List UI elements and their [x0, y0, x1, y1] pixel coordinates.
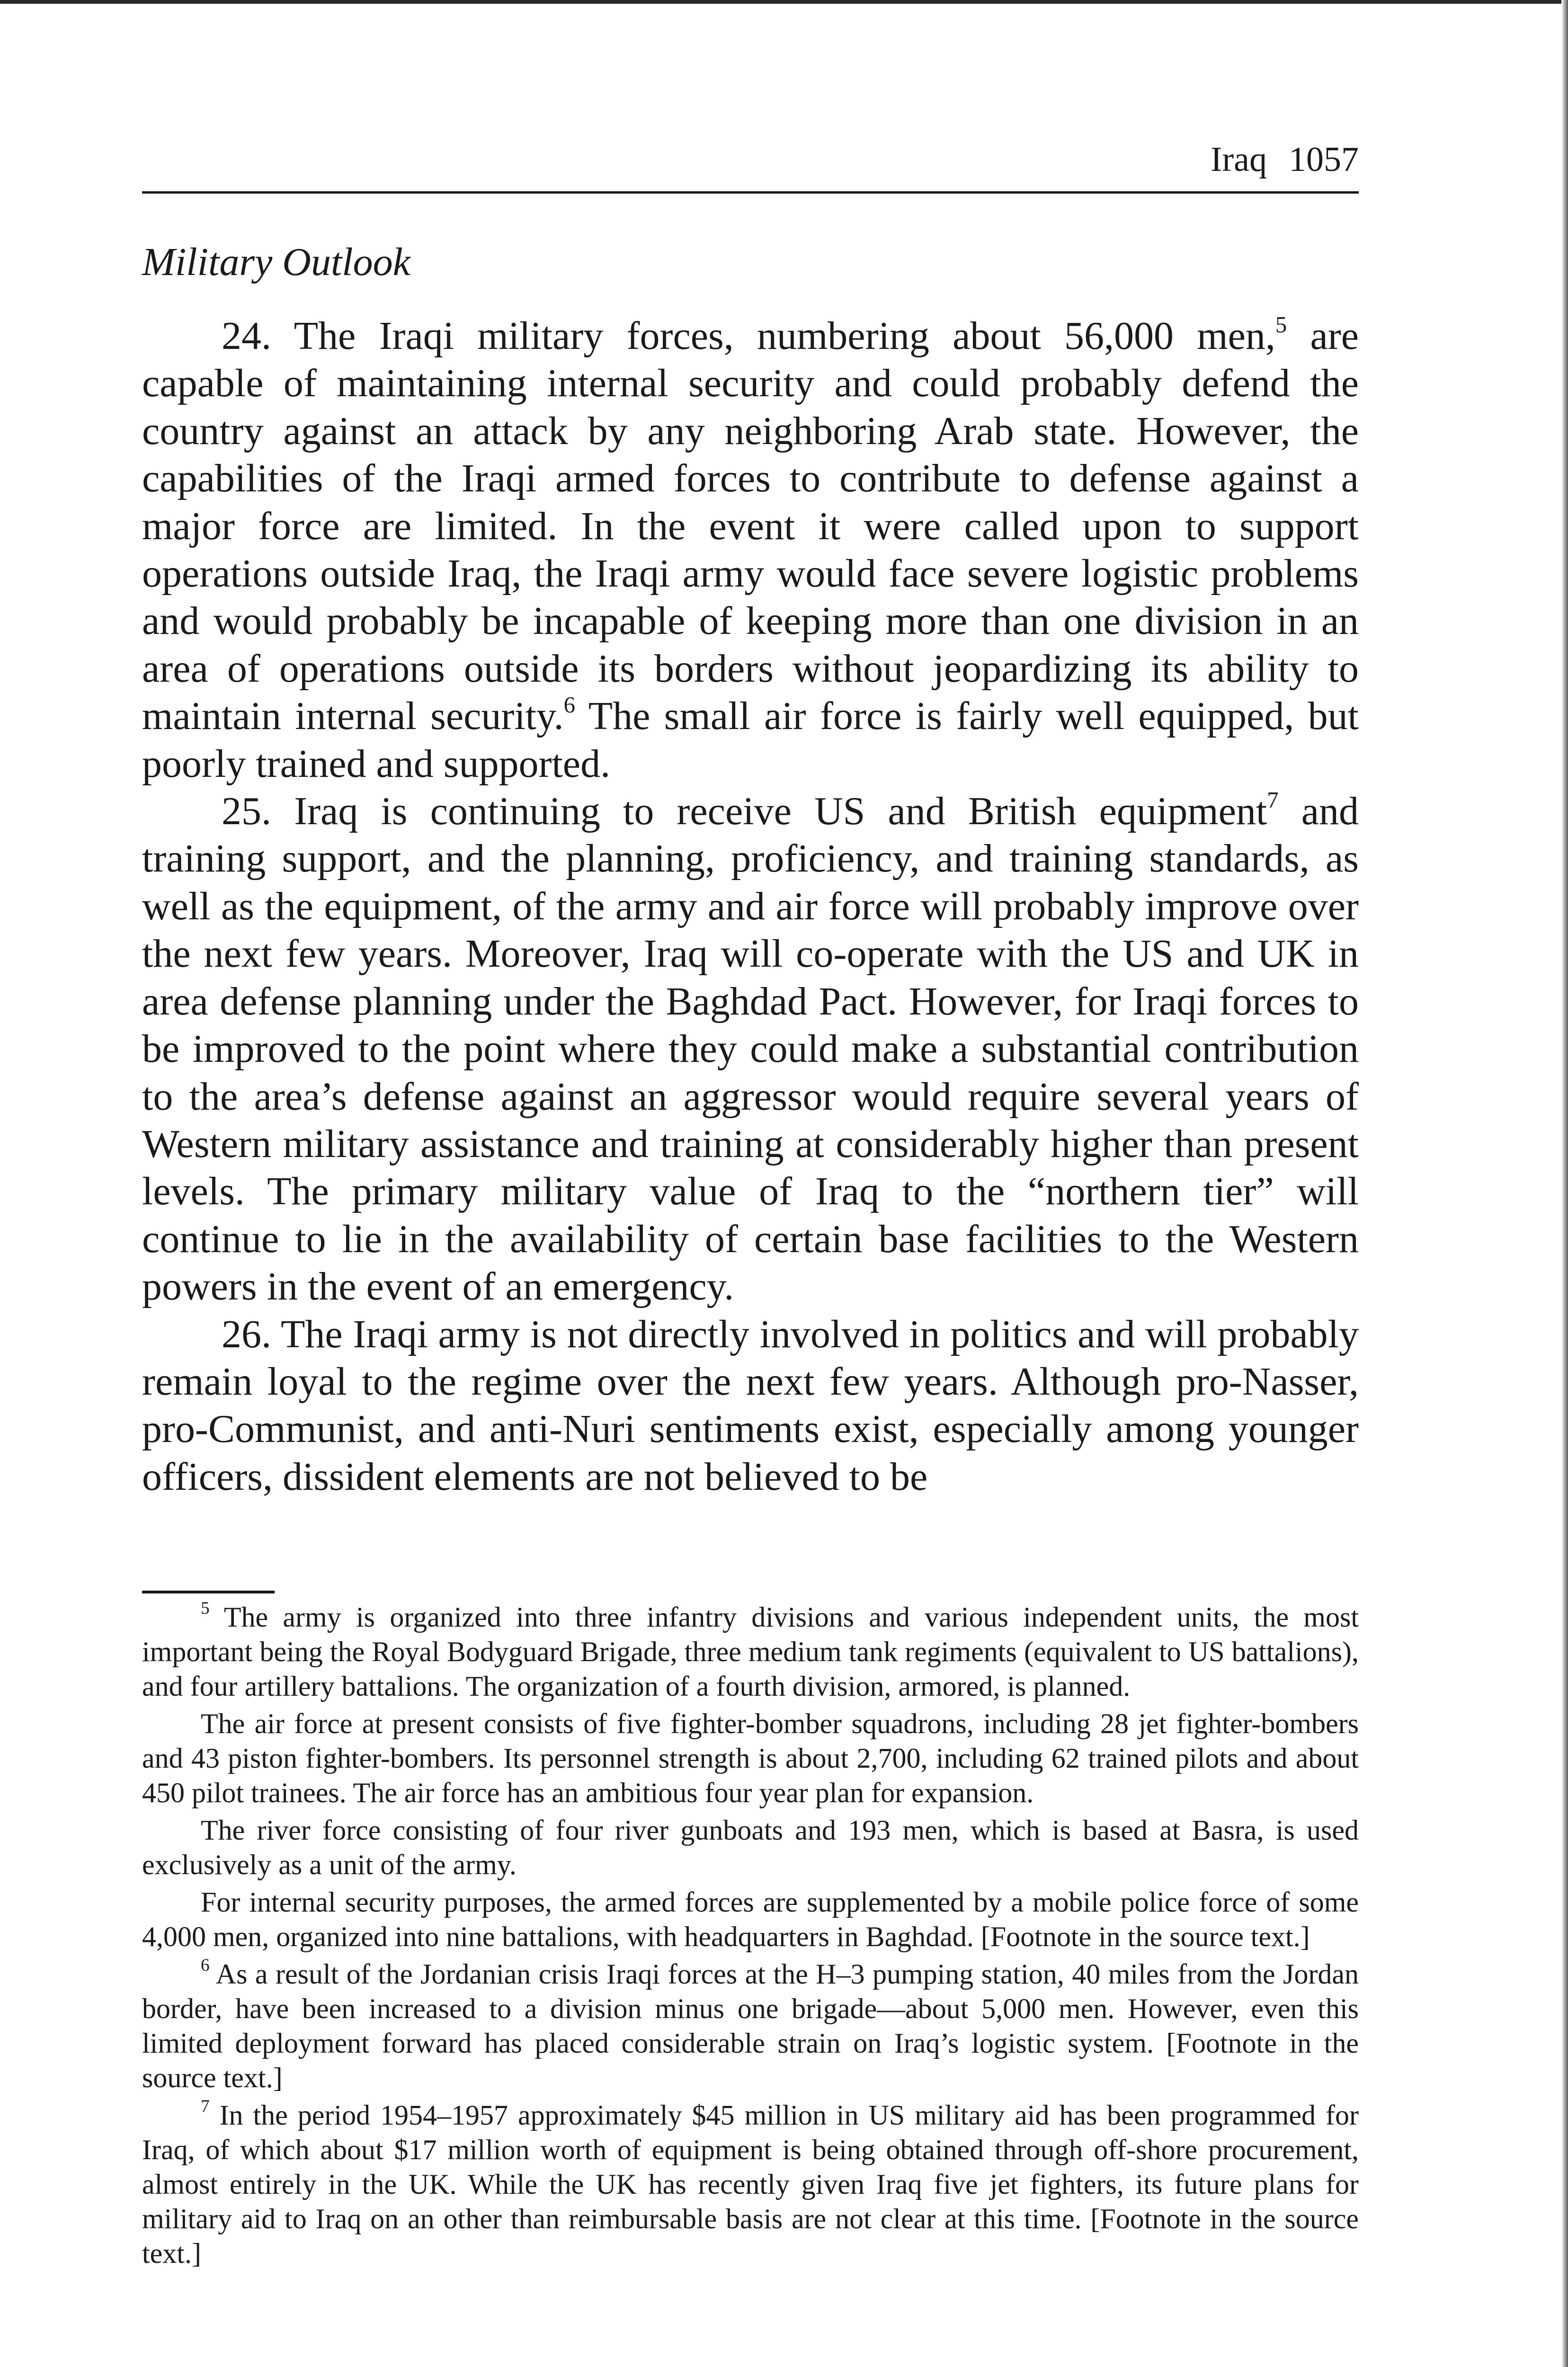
paragraph-number: 26.: [222, 1312, 271, 1356]
header-rule: [142, 191, 1359, 194]
section-title: Military Outlook: [142, 240, 410, 284]
footnote-ref-5[interactable]: 5: [1275, 311, 1287, 338]
page-number: 1057: [1289, 140, 1359, 179]
paragraph-number: 25.: [222, 789, 271, 834]
paragraph-text: Iraq is continuing to receive US and British equipment: [294, 789, 1267, 834]
footnote-text: In the period 1954–1957 approximately $45 million in US military aid has been programmed for Iraq, of which about $17 million worth of equipment is being obtained through off-shore procurement, almost entirely in the UK. While the UK has recently given Iraq five jet fighters, its future plans for military aid to Iraq on an other than reimbursable basis are not clear at this time. [Footnote in the source text.]: [142, 2100, 1359, 2269]
footnote-text: The army is organized into three infantry divisions and various independent units, the most important being the Royal Bodyguard Brigade, three medium tank regiments (equivalent to US battalions), and four artillery battalions. The organization of a fourth division, armored, is planned.: [142, 1602, 1359, 1702]
footnote-text: For internal security purposes, the armed forces are supplemented by a mobile police force of some 4,000 men, organized into nine battalions, with headquarters in Baghdad. [Footnote in the source text.]: [142, 1886, 1359, 1952]
paragraph-26: [142, 1311, 1359, 1501]
footnote-ref-6[interactable]: 6: [563, 692, 575, 718]
paragraph-number: 24.: [222, 314, 271, 358]
footnote-text: As a result of the Jordanian crisis Iraqi forces at the H–3 pumping station, 40 miles from the Jordan border, have been increased to a division minus one brigade—about 5,000 men. However, even this limited deployment forward has placed considerable strain on Iraq’s logistic system. [Footnote in the source text.]: [142, 1958, 1359, 2093]
scan-top-edge: [0, 0, 1568, 4]
scan-right-edge: [1561, 0, 1568, 2367]
paragraph-text: The small air force is fairly well equipped, but poorly trained and supported.: [142, 694, 1359, 786]
footnote-marker: 5: [201, 1599, 210, 1619]
footnote-5-air-force: [142, 1707, 1359, 1810]
body-text: [142, 312, 1359, 1501]
footnote-text: The air force at present consists of five fighter-bomber squadrons, including 28 jet fighter-bombers and 43 piston fighter-bombers. Its personnel strength is about 2,700, including 62 trained pilots and about 450 pilot trainees. The air force has an ambitious four year plan for expansion.: [142, 1708, 1359, 1808]
paragraph-text: are capable of maintaining internal security and could probably defend the country against an attack by any neighboring Arab state. However, the capabilities of the Iraqi armed forces to contribute to defense against a major force are limited. In the event it were called upon to support operations outside Iraq, the Iraqi army would face severe logistic problems and would probably be incapable of keeping more than one division in an area of operations outside its borders without jeopardizing its ability to maintain internal security.: [142, 314, 1359, 739]
footnote-5-river-force: [142, 1813, 1359, 1882]
footnote-5: [142, 1600, 1359, 1704]
paragraph-25: [142, 788, 1359, 1310]
footnote-marker: 6: [201, 1956, 210, 1975]
footnotes: [142, 1600, 1359, 2274]
running-title: Iraq: [1210, 140, 1267, 179]
footnote-ref-7[interactable]: 7: [1267, 787, 1279, 813]
paragraph-24: [142, 312, 1359, 788]
footnote-marker: 7: [201, 2097, 210, 2117]
footnote-text: The river force consisting of four river gunboats and 193 men, which is based at Basra, is used exclusively as a unit of the army.: [142, 1815, 1359, 1880]
footnote-6: [142, 1957, 1359, 2095]
footnote-7: [142, 2098, 1359, 2271]
paragraph-text: and training support, and the planning, proficiency, and training standards, as well as the equipment, of the army and air force will probably improve over the next few years. Moreover, Iraq will co-operate with the US and UK in area defense planning under the Baghdad Pact. However, for Iraqi forces to be improved to the point where they could make a substantial contribution to the area’s defense against an aggressor would require several years of Western military assistance and training at considerably higher than present levels. The primary military value of Iraq to the “northern tier” will continue to lie in the availability of certain base facilities to the Western powers in the event of an emergency.: [142, 789, 1359, 1309]
running-head: [142, 142, 1359, 177]
footnote-5-police: [142, 1885, 1359, 1954]
footnote-rule: [142, 1591, 275, 1593]
paragraph-text: The Iraqi military forces, numbering about 56,000 men,: [294, 314, 1275, 358]
paragraph-text: The Iraqi army is not directly involved in politics and will probably remain loyal to the regime over the next few years. Although pro-Nasser, pro-Communist, and anti-Nuri sentiments exist, especially among younger officers, dissident elements are not believed to be: [142, 1312, 1359, 1499]
